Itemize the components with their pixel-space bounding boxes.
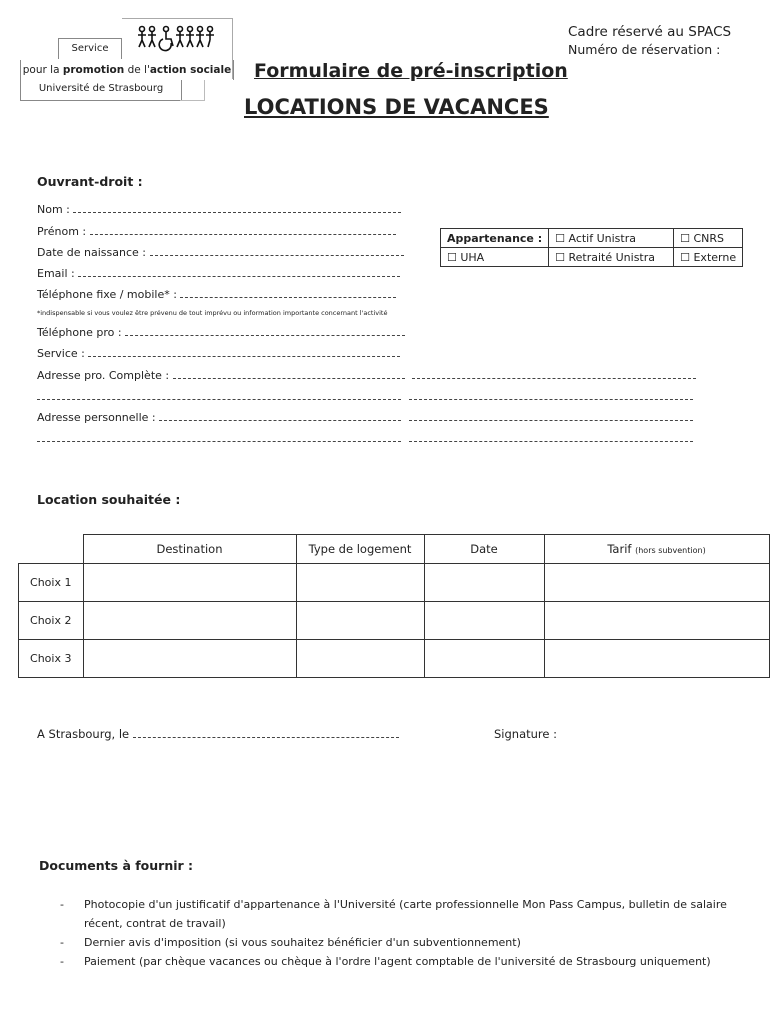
place-date-field[interactable]: [37, 727, 399, 741]
ouvrant-droit-heading: Ouvrant-droit :: [37, 174, 143, 189]
service-line[interactable]: [88, 348, 400, 357]
adresse-perso-line-4[interactable]: [409, 433, 693, 442]
col-date: Date: [424, 535, 544, 564]
cell-tarif[interactable]: [544, 564, 769, 602]
telephone-hint: *indispensable si vous voulez être prévenu de tout imprévu ou information importante concernant l'activité: [37, 309, 388, 317]
adresse-perso-line-1[interactable]: [159, 412, 401, 421]
cell-date[interactable]: [424, 564, 544, 602]
cell-date[interactable]: [424, 602, 544, 640]
cell-destination[interactable]: [83, 602, 296, 640]
row-label-choix-3: Choix 3: [19, 640, 84, 678]
telephone-pro-line[interactable]: [125, 327, 405, 336]
appartenance-table: [440, 228, 743, 267]
prenom-field[interactable]: [37, 225, 396, 238]
adresse-pro-line-2[interactable]: [412, 370, 696, 379]
cell-date[interactable]: [424, 640, 544, 678]
checkbox-actif-unistra[interactable]: ☐ Actif Unistra: [549, 229, 674, 248]
documents-heading: Documents à fournir :: [39, 858, 194, 873]
spacs-reserved-label: Cadre réservé au SPACS: [568, 24, 732, 40]
cell-destination[interactable]: [83, 564, 296, 602]
adresse-pro-line-4[interactable]: [409, 391, 693, 400]
telephone-label: Téléphone fixe / mobile* :: [37, 288, 177, 301]
logo-service-label: Service: [58, 38, 122, 59]
nom-line[interactable]: [73, 204, 401, 213]
adresse-pro-label: Adresse pro. Complète :: [37, 369, 170, 382]
cell-type[interactable]: [296, 640, 424, 678]
checkbox-cnrs[interactable]: ☐ CNRS: [674, 229, 743, 248]
cell-tarif[interactable]: [544, 602, 769, 640]
location-heading: Location souhaitée :: [37, 492, 181, 507]
telephone-field[interactable]: [37, 288, 396, 301]
documents-list: [60, 895, 750, 971]
adresse-pro-line-3[interactable]: [37, 391, 401, 400]
checkbox-externe[interactable]: ☐ Externe: [674, 248, 743, 267]
location-table: [18, 534, 770, 678]
table-corner: [19, 535, 84, 564]
form-title: Formulaire de pré-inscription: [254, 60, 568, 82]
logo-frame-corner: [180, 80, 205, 101]
date-line[interactable]: [133, 729, 399, 738]
signature-label: Signature :: [494, 727, 558, 741]
appartenance-label: Appartenance :: [441, 229, 549, 248]
adresse-perso-line-3[interactable]: [37, 433, 401, 442]
adresse-perso-continued[interactable]: [37, 432, 693, 445]
reservation-number-label: Numéro de réservation :: [568, 42, 721, 57]
nom-label: Nom :: [37, 203, 70, 216]
date-naissance-field[interactable]: [37, 246, 404, 259]
prenom-label: Prénom :: [37, 225, 87, 238]
adresse-pro-continued[interactable]: [37, 390, 693, 403]
cell-destination[interactable]: [83, 640, 296, 678]
col-type-logement: Type de logement: [296, 535, 424, 564]
date-naissance-line[interactable]: [150, 247, 404, 256]
list-item: - Photocopie d'un justificatif d'appartenance à l'Université (carte professionnelle Mon Pass Campus, bulletin de salaire récent, contrat de travail): [60, 895, 750, 933]
row-label-choix-2: Choix 2: [19, 602, 84, 640]
email-label: Email :: [37, 267, 75, 280]
telephone-pro-label: Téléphone pro :: [37, 326, 122, 339]
telephone-pro-field[interactable]: [37, 326, 405, 339]
adresse-pro-line-1[interactable]: [173, 370, 405, 379]
cell-type[interactable]: [296, 602, 424, 640]
prenom-line[interactable]: [90, 226, 396, 235]
table-row: [19, 640, 770, 678]
place-date-label: A Strasbourg, le: [37, 727, 130, 741]
service-field[interactable]: [37, 347, 400, 360]
table-row: [19, 564, 770, 602]
row-label-choix-1: Choix 1: [19, 564, 84, 602]
checkbox-uha[interactable]: ☐ UHA: [441, 248, 549, 267]
telephone-line[interactable]: [180, 289, 396, 298]
table-row: [19, 602, 770, 640]
adresse-perso-field[interactable]: [37, 411, 693, 424]
nom-field[interactable]: [37, 203, 401, 216]
logo-university: Université de Strasbourg: [20, 80, 182, 101]
logo-tagline: pour la promotion de l'action sociale: [20, 60, 234, 80]
cell-tarif[interactable]: [544, 640, 769, 678]
date-naissance-label: Date de naissance :: [37, 246, 146, 259]
email-field[interactable]: [37, 267, 400, 280]
list-item: - Dernier avis d'imposition (si vous souhaitez bénéficier d'un subventionnement): [60, 933, 750, 952]
col-destination: Destination: [83, 535, 296, 564]
main-title: LOCATIONS DE VACANCES: [244, 95, 549, 119]
list-item: - Paiement (par chèque vacances ou chèque à l'ordre l'agent comptable de l'université de Strasbourg uniquement): [60, 952, 750, 971]
email-line[interactable]: [78, 268, 400, 277]
checkbox-retraite-unistra[interactable]: ☐ Retraité Unistra: [549, 248, 674, 267]
adresse-perso-line-2[interactable]: [409, 412, 693, 421]
cell-type[interactable]: [296, 564, 424, 602]
service-label: Service :: [37, 347, 85, 360]
col-tarif: Tarif (hors subvention): [544, 535, 769, 564]
adresse-pro-field[interactable]: [37, 369, 696, 382]
adresse-perso-label: Adresse personnelle :: [37, 411, 156, 424]
